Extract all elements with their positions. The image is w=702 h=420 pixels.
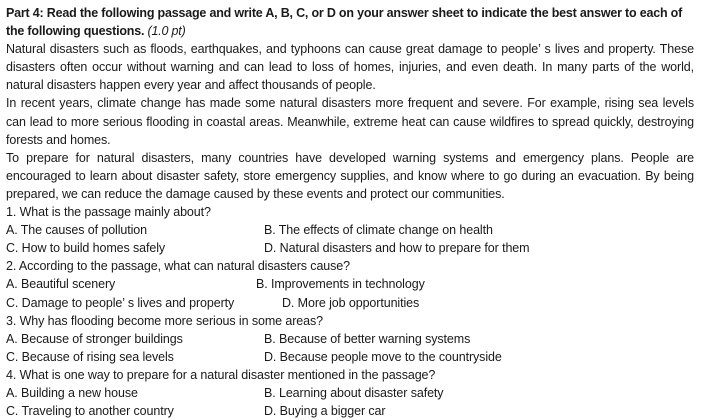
part-heading-text: Part 4: Read the following passage and write A, B, C, or D on your answer sheet to indicate the best answer to each of the following questions.	[6, 6, 683, 39]
points-label: (1.0 pt)	[147, 24, 186, 39]
question-3	[6, 312, 694, 366]
part-heading	[6, 4, 694, 40]
options-row-1	[6, 330, 694, 348]
option-b: B. Learning about disaster safety	[264, 385, 444, 400]
option-d: D. More job opportunities	[282, 295, 420, 310]
passage-paragraph-1: Natural disasters such as floods, earthquakes, and typhoons can cause great damage to people’ s lives and property. These disasters often occur without warning and can lead to loss of homes, injuries, and even death. In many parts of the world, natural disasters happen every year and affect thousands of people.	[6, 42, 694, 93]
option-a: A. Building a new house	[6, 385, 138, 400]
passage-paragraph-2: In recent years, climate change has made some natural disasters more frequent and severe. For example, rising sea levels can lead to more serious flooding in coastal areas. Meanwhile, extreme heat can cause wildfires to spread quickly, destroying forests and homes.	[6, 96, 694, 147]
option-c: C. Traveling to another country	[6, 404, 174, 419]
options-row-1	[6, 275, 694, 293]
question-4	[6, 366, 694, 420]
question-text: 3. Why has flooding become more serious in some areas?	[6, 313, 323, 328]
options-row-2	[6, 294, 694, 312]
option-b: B. Improvements in technology	[256, 277, 425, 292]
options-row-2	[6, 239, 694, 257]
option-a: A. The causes of pollution	[6, 223, 148, 238]
question-1	[6, 203, 694, 257]
passage-paragraph-3: To prepare for natural disasters, many countries have developed warning systems and emergency plans. People are encouraged to learn about disaster safety, store emergency supplies, and know where to go during an evacuation. By being prepared, we can reduce the damage caused by these events and protect our communities.	[6, 150, 694, 201]
option-d: D. Natural disasters and how to prepare for them	[264, 241, 530, 256]
option-b: B. Because of better warning systems	[264, 331, 471, 346]
option-d: D. Because people move to the countryside	[264, 349, 502, 364]
question-text: 4. What is one way to prepare for a natural disaster mentioned in the passage?	[6, 367, 436, 382]
option-b: B. The effects of climate change on health	[264, 223, 493, 238]
question-2	[6, 257, 694, 311]
option-c: C. Because of rising sea levels	[6, 349, 174, 364]
option-c: C. Damage to people’ s lives and property	[6, 295, 235, 310]
options-row-2	[6, 402, 694, 420]
options-row-1	[6, 221, 694, 239]
options-row-2	[6, 348, 694, 366]
option-c: C. How to build homes safely	[6, 241, 166, 256]
question-text: 1. What is the passage mainly about?	[6, 205, 211, 220]
options-row-1	[6, 384, 694, 402]
option-a: A. Beautiful scenery	[6, 277, 116, 292]
option-d: D. Buying a bigger car	[264, 404, 386, 419]
question-text: 2. According to the passage, what can natural disasters cause?	[6, 259, 351, 274]
option-a: A. Because of stronger buildings	[6, 331, 183, 346]
